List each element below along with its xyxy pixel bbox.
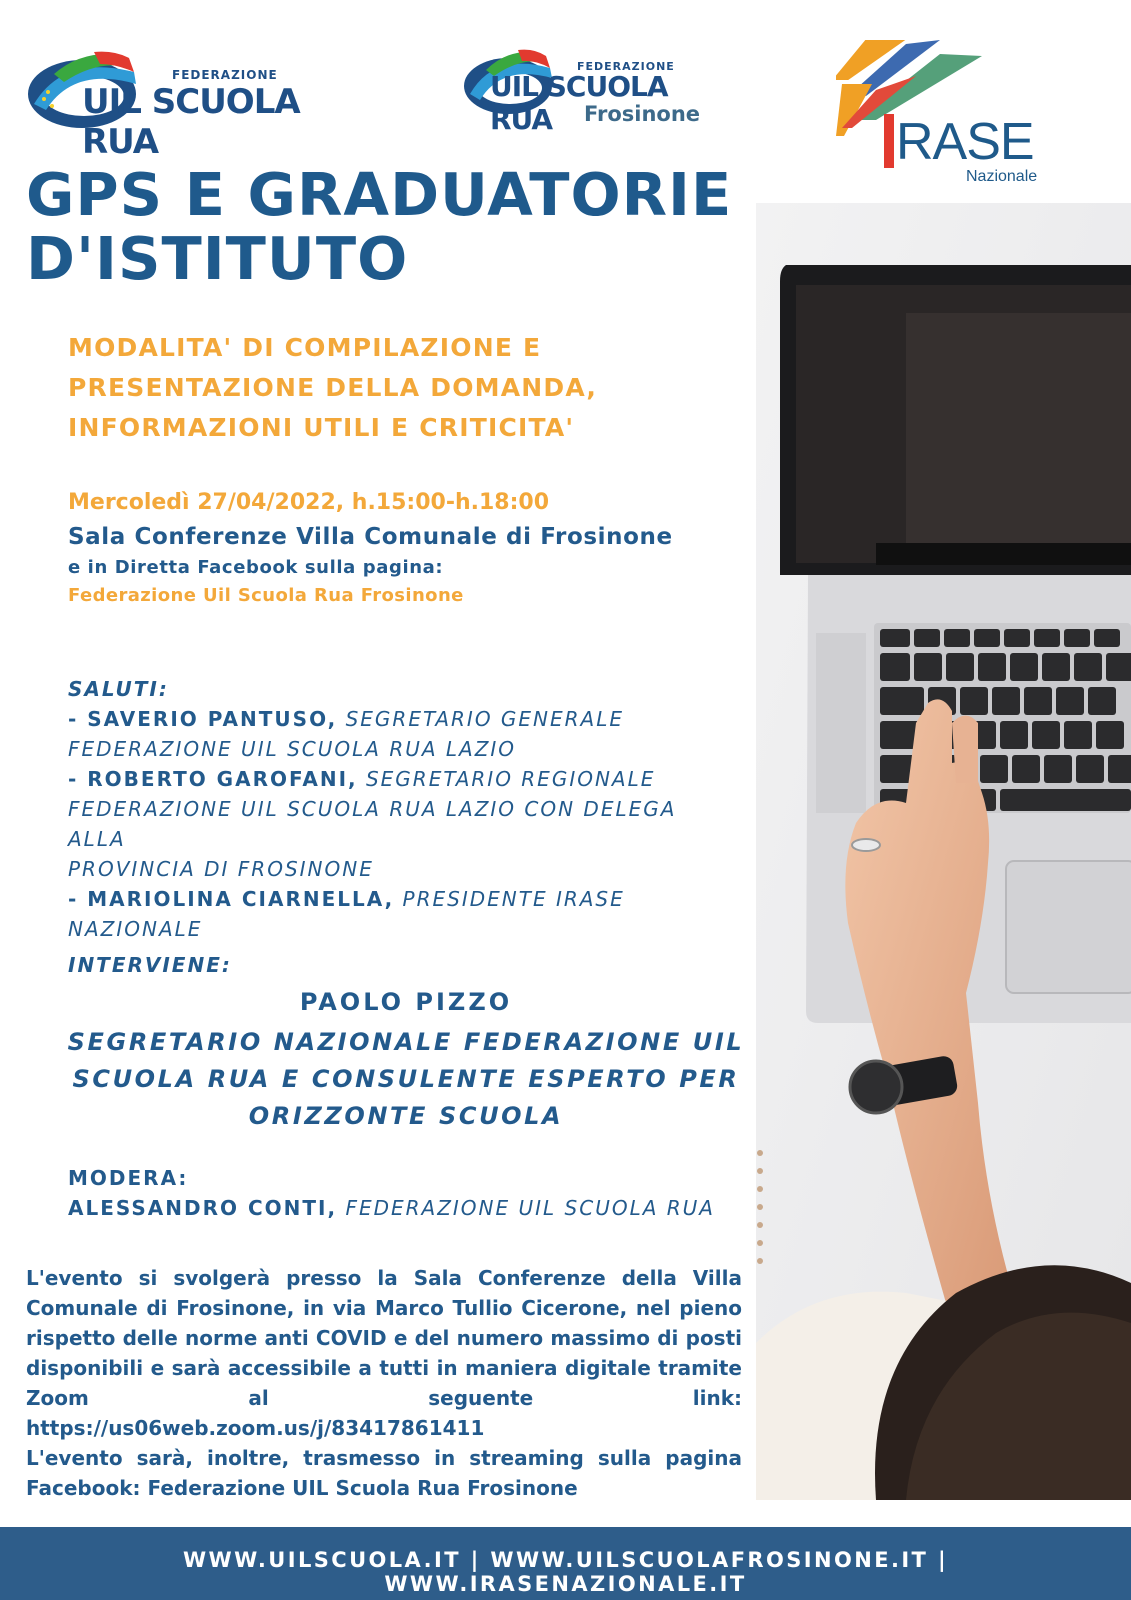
irase-i-bar (884, 114, 894, 168)
saluti-item (68, 884, 738, 914)
saluti-role: NAZIONALE (68, 917, 203, 941)
modera-item (68, 1193, 738, 1223)
irase-sub: Nazionale (966, 168, 1038, 185)
speaker-name: PAOLO PIZZO (299, 988, 513, 1016)
modera-role: FEDERAZIONE UIL SCUOLA RUA (345, 1196, 715, 1220)
saluti-role: PRESIDENTE IRASE (402, 887, 625, 911)
saluti-role-cont (68, 854, 738, 884)
saluti-role-cont (68, 794, 738, 854)
paragraph-line: L'evento si svolgerà presso la Sala Conferenze della Villa (26, 1266, 742, 1290)
paragraph-line: Facebook: Federazione UIL Scuola Rua Frosinone (26, 1476, 578, 1500)
event-live: e in Diretta Facebook sulla pagina: (68, 557, 444, 578)
footer-links[interactable]: WWW.UILSCUOLA.IT | WWW.UILSCUOLAFROSINONE.IT | WWW.IRASENAZIONALE.IT (182, 1548, 949, 1596)
speaker-role-line: SEGRETARIO NAZIONALE FEDERAZIONE UIL (67, 1028, 745, 1056)
subtitle-line-1: MODALITA' DI COMPILAZIONE E (68, 333, 542, 362)
interviene-heading: INTERVIENE: (68, 953, 232, 977)
saluti-name: - ROBERTO GAROFANI, (68, 767, 358, 791)
event-date: Mercoledì 27/04/2022, h.15:00-h.18:00 (68, 490, 550, 515)
logo2-federazione: FEDERAZIONE (577, 60, 675, 73)
paragraph-line: rispetto delle norme anti COVID e del numero massimo di posti (26, 1326, 742, 1350)
title-line-1: GPS E GRADUATORIE (26, 160, 733, 229)
saluti-section (68, 674, 738, 944)
paragraph-line: L'evento sarà, inoltre, trasmesso in streaming sulla pagina (26, 1446, 742, 1470)
speaker-role (26, 1024, 786, 1135)
uil-scuola-rua-logo (24, 44, 354, 162)
event-venue: Sala Conferenze Villa Comunale di Frosinone (68, 524, 673, 550)
saluti-name: - MARIOLINA CIARNELLA, (68, 887, 395, 911)
paragraph-line: Comunale di Frosinone, in via Marco Tullio Cicerone, nel pieno (26, 1296, 742, 1320)
saluti-role: PROVINCIA DI FROSINONE (68, 857, 374, 881)
logo2-name: UIL SCUOLA RUA (490, 70, 668, 136)
speaker-role-line: ORIZZONTE SCUOLA (248, 1102, 564, 1130)
facebook-page: Federazione Uil Scuola Rua Frosinone (68, 585, 464, 606)
saluti-role-cont (68, 914, 738, 944)
subtitle-line-3: INFORMAZIONI UTILI E CRITICITA' (68, 413, 575, 442)
page-title (26, 160, 733, 293)
uil-frosinone-logo (462, 40, 722, 136)
saluti-role: FEDERAZIONE UIL SCUOLA RUA LAZIO CON DELEGA ALLA (68, 797, 677, 851)
logo1-name: UIL SCUOLA RUA (82, 82, 300, 162)
saluti-item (68, 704, 738, 734)
info-paragraph-1 (26, 1263, 742, 1443)
subtitle-line-2: PRESENTAZIONE DELLA DOMANDA, (68, 373, 598, 402)
modera-heading: MODERA: (68, 1166, 189, 1190)
irase-logo (836, 36, 1066, 196)
laptop-illustration (756, 203, 1131, 1500)
saluti-role: SEGRETARIO GENERALE (345, 707, 625, 731)
saluti-item (68, 764, 738, 794)
irase-name: RASE (896, 113, 1034, 171)
info-paragraph-2 (26, 1443, 742, 1503)
saluti-role: FEDERAZIONE UIL SCUOLA RUA LAZIO (68, 737, 517, 761)
saluti-name: - SAVERIO PANTUSO, (68, 707, 338, 731)
logo1-federazione: FEDERAZIONE (172, 68, 278, 82)
title-line-2: D'ISTITUTO (26, 224, 409, 293)
subtitle (68, 328, 728, 448)
saluti-role: SEGRETARIO REGIONALE (365, 767, 656, 791)
saluti-heading: SALUTI: (68, 677, 169, 701)
laptop-photo (756, 203, 1131, 1500)
speaker-role-line: SCUOLA RUA E CONSULENTE ESPERTO PER (72, 1065, 740, 1093)
paragraph-line: Zoom al seguente link: https://us06web.zoom.us/j/83417861411 (26, 1386, 742, 1440)
modera-name: ALESSANDRO CONTI, (68, 1196, 338, 1220)
paragraph-line: disponibili e sarà accessibile a tutti in maniera digitale tramite (26, 1356, 742, 1380)
saluti-role-cont (68, 734, 738, 764)
logo2-city: Frosinone (584, 102, 701, 126)
modera-section (68, 1163, 738, 1223)
